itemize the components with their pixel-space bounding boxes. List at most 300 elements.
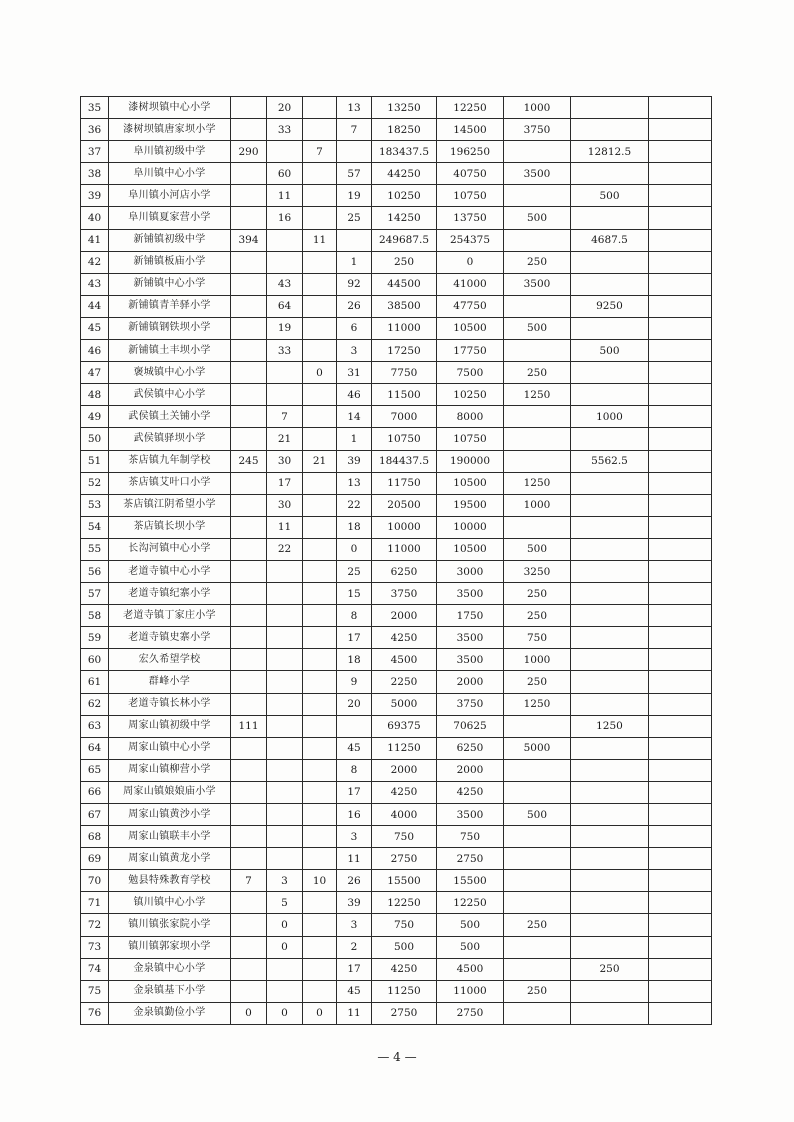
value-cell [649,185,712,207]
school-name-cell: 新铺镇板庙小学 [109,251,231,273]
school-name-cell: 周家山镇黄龙小学 [109,848,231,870]
value-cell: 500 [504,538,571,560]
value-cell [649,406,712,428]
value-cell [303,494,337,516]
value-cell [231,97,267,119]
value-cell [303,207,337,229]
value-cell: 9 [337,671,372,693]
value-cell: 2750 [372,848,437,870]
value-cell [504,141,571,163]
value-cell: 0 [303,1002,337,1024]
value-cell: 40750 [437,163,504,185]
value-cell: 250 [504,980,571,1002]
value-cell [649,693,712,715]
value-cell: 254375 [437,229,504,251]
value-cell [303,516,337,538]
value-cell: 10500 [437,472,504,494]
value-cell [267,384,303,406]
value-cell [303,560,337,582]
value-cell [649,605,712,627]
value-cell [303,627,337,649]
table-row [81,560,712,582]
value-cell [571,671,649,693]
value-cell [303,671,337,693]
value-cell: 19 [267,317,303,339]
value-cell: 3750 [504,119,571,141]
table-row [81,340,712,362]
value-cell: 31 [337,362,372,384]
value-cell: 1250 [504,693,571,715]
value-cell: 4000 [372,804,437,826]
value-cell: 30 [267,450,303,472]
row-number-cell: 68 [81,826,109,848]
value-cell: 7 [303,141,337,163]
row-number-cell: 46 [81,340,109,362]
row-number-cell: 37 [81,141,109,163]
table-row [81,759,712,781]
value-cell [571,472,649,494]
value-cell [649,362,712,384]
value-cell: 13750 [437,207,504,229]
value-cell: 250 [504,583,571,605]
value-cell [231,892,267,914]
value-cell: 22 [337,494,372,516]
value-cell: 10750 [437,428,504,450]
value-cell [303,273,337,295]
value-cell: 43 [267,273,303,295]
table-row [81,781,712,803]
value-cell [303,848,337,870]
value-cell: 1750 [437,605,504,627]
value-cell: 11 [303,229,337,251]
table-row [81,273,712,295]
value-cell [649,317,712,339]
table-row [81,715,712,737]
school-name-cell: 阜川镇初级中学 [109,141,231,163]
value-cell [649,848,712,870]
value-cell [649,97,712,119]
value-cell [267,649,303,671]
value-cell [231,340,267,362]
value-cell: 3 [337,914,372,936]
value-cell: 44500 [372,273,437,295]
value-cell [303,428,337,450]
value-cell: 3750 [437,693,504,715]
value-cell [231,406,267,428]
value-cell: 750 [504,627,571,649]
row-number-cell: 44 [81,295,109,317]
school-name-cell: 周家山镇联丰小学 [109,826,231,848]
value-cell: 2 [337,936,372,958]
school-name-cell: 阜川镇夏家营小学 [109,207,231,229]
row-number-cell: 39 [81,185,109,207]
school-name-cell: 老道寺镇纪寨小学 [109,583,231,605]
row-number-cell: 40 [81,207,109,229]
value-cell [267,848,303,870]
value-cell [571,914,649,936]
value-cell: 3000 [437,560,504,582]
value-cell [231,538,267,560]
value-cell: 0 [267,914,303,936]
row-number-cell: 63 [81,715,109,737]
value-cell [231,516,267,538]
value-cell: 11 [337,1002,372,1024]
row-number-cell: 59 [81,627,109,649]
value-cell [303,958,337,980]
value-cell: 4250 [372,627,437,649]
school-name-cell: 金泉镇中心小学 [109,958,231,980]
value-cell: 26 [337,870,372,892]
value-cell [504,958,571,980]
value-cell [231,119,267,141]
value-cell [649,494,712,516]
value-cell [504,826,571,848]
value-cell [303,384,337,406]
table-row [81,914,712,936]
value-cell [571,560,649,582]
value-cell [649,229,712,251]
value-cell: 4687.5 [571,229,649,251]
school-name-cell: 武侯镇中心小学 [109,384,231,406]
value-cell [571,583,649,605]
value-cell: 92 [337,273,372,295]
row-number-cell: 48 [81,384,109,406]
value-cell: 250 [504,605,571,627]
value-cell [649,472,712,494]
value-cell [504,781,571,803]
table-row [81,141,712,163]
page-number: — 4 — [377,1050,417,1064]
school-name-cell: 周家山镇初级中学 [109,715,231,737]
value-cell: 15 [337,583,372,605]
value-cell [303,317,337,339]
value-cell: 15500 [372,870,437,892]
value-cell: 11750 [372,472,437,494]
value-cell [231,362,267,384]
value-cell: 47750 [437,295,504,317]
value-cell: 11500 [372,384,437,406]
value-cell: 8 [337,759,372,781]
value-cell [571,317,649,339]
row-number-cell: 74 [81,958,109,980]
value-cell: 3500 [437,804,504,826]
value-cell: 44250 [372,163,437,185]
table-row [81,428,712,450]
value-cell: 4500 [437,958,504,980]
value-cell: 45 [337,980,372,1002]
value-cell [303,649,337,671]
value-cell [649,804,712,826]
value-cell: 1250 [571,715,649,737]
school-name-cell: 周家山镇柳营小学 [109,759,231,781]
value-cell: 7 [267,406,303,428]
value-cell: 1000 [504,494,571,516]
value-cell: 17 [337,781,372,803]
school-name-cell: 勉县特殊教育学校 [109,870,231,892]
value-cell: 20 [267,97,303,119]
value-cell [571,759,649,781]
school-name-cell: 周家山镇黄沙小学 [109,804,231,826]
value-cell [231,428,267,450]
school-name-cell: 阜川镇中心小学 [109,163,231,185]
value-cell: 57 [337,163,372,185]
value-cell: 64 [267,295,303,317]
value-cell: 2000 [372,759,437,781]
table-row [81,627,712,649]
value-cell [231,958,267,980]
value-cell [504,406,571,428]
table-row [81,207,712,229]
value-cell [337,229,372,251]
value-cell [231,295,267,317]
value-cell: 7 [337,119,372,141]
value-cell [504,428,571,450]
value-cell [571,97,649,119]
value-cell: 7000 [372,406,437,428]
row-number-cell: 70 [81,870,109,892]
row-number-cell: 57 [81,583,109,605]
value-cell: 10750 [372,428,437,450]
table-row [81,516,712,538]
value-cell: 1000 [504,97,571,119]
value-cell [231,804,267,826]
value-cell: 2750 [437,1002,504,1024]
value-cell: 8 [337,605,372,627]
value-cell [649,583,712,605]
value-cell: 11 [267,185,303,207]
value-cell [571,826,649,848]
value-cell [231,494,267,516]
value-cell: 33 [267,340,303,362]
value-cell: 26 [337,295,372,317]
value-cell [649,163,712,185]
value-cell [231,936,267,958]
table-row [81,185,712,207]
school-name-cell: 新铺镇土丰坝小学 [109,340,231,362]
value-cell: 10000 [437,516,504,538]
value-cell [571,384,649,406]
value-cell: 38500 [372,295,437,317]
table-row [81,229,712,251]
value-cell [571,1002,649,1024]
value-cell: 39 [337,450,372,472]
table-row [81,362,712,384]
value-cell: 11000 [372,538,437,560]
value-cell: 19500 [437,494,504,516]
value-cell [571,980,649,1002]
row-number-cell: 52 [81,472,109,494]
value-cell [231,583,267,605]
table-row [81,494,712,516]
value-cell: 18 [337,516,372,538]
value-cell [231,980,267,1002]
table-row [81,826,712,848]
value-cell [231,472,267,494]
school-name-cell: 漆树坝镇唐家坝小学 [109,119,231,141]
value-cell [649,1002,712,1024]
value-cell [337,141,372,163]
value-cell [571,251,649,273]
value-cell: 4250 [372,781,437,803]
school-name-cell: 漆树坝镇中心小学 [109,97,231,119]
value-cell: 0 [437,251,504,273]
value-cell [337,715,372,737]
value-cell [303,892,337,914]
value-cell [231,826,267,848]
row-number-cell: 64 [81,737,109,759]
row-number-cell: 69 [81,848,109,870]
value-cell [231,605,267,627]
row-number-cell: 35 [81,97,109,119]
table-row [81,693,712,715]
value-cell [649,826,712,848]
value-cell [303,826,337,848]
value-cell: 111 [231,715,267,737]
value-cell [267,671,303,693]
school-name-cell: 镇川镇中心小学 [109,892,231,914]
value-cell [303,472,337,494]
value-cell: 0 [267,936,303,958]
value-cell: 20 [337,693,372,715]
value-cell [267,958,303,980]
value-cell [571,848,649,870]
table-row [81,936,712,958]
value-cell [649,207,712,229]
value-cell [267,627,303,649]
value-cell: 750 [372,826,437,848]
school-name-cell: 金泉镇勤俭小学 [109,1002,231,1024]
row-number-cell: 75 [81,980,109,1002]
value-cell: 0 [337,538,372,560]
value-cell: 14 [337,406,372,428]
value-cell [231,251,267,273]
value-cell [267,362,303,384]
value-cell [504,516,571,538]
value-cell [231,273,267,295]
school-name-cell: 新铺镇中心小学 [109,273,231,295]
value-cell: 2750 [372,1002,437,1024]
value-cell [649,781,712,803]
value-cell: 500 [437,936,504,958]
value-cell [571,538,649,560]
value-cell [303,914,337,936]
value-cell [649,737,712,759]
value-cell: 245 [231,450,267,472]
value-cell [571,936,649,958]
value-cell [504,1002,571,1024]
value-cell: 17 [337,627,372,649]
value-cell: 14250 [372,207,437,229]
value-cell: 39 [337,892,372,914]
value-cell [571,693,649,715]
value-cell: 5000 [372,693,437,715]
value-cell [649,980,712,1002]
value-cell [504,229,571,251]
value-cell: 46 [337,384,372,406]
value-cell: 30 [267,494,303,516]
value-cell [571,428,649,450]
value-cell [649,892,712,914]
value-cell: 2000 [437,671,504,693]
value-cell: 500 [571,185,649,207]
value-cell [303,759,337,781]
value-cell: 13 [337,97,372,119]
value-cell: 2750 [437,848,504,870]
table-row [81,671,712,693]
value-cell [649,428,712,450]
table-row [81,980,712,1002]
school-name-cell: 新铺镇初级中学 [109,229,231,251]
school-name-cell: 茶店镇艾叶口小学 [109,472,231,494]
value-cell: 4500 [372,649,437,671]
value-cell: 25 [337,207,372,229]
value-cell: 11250 [372,737,437,759]
value-cell [571,119,649,141]
value-cell: 21 [303,450,337,472]
value-cell: 190000 [437,450,504,472]
value-cell [504,870,571,892]
value-cell [267,229,303,251]
table-row [81,649,712,671]
value-cell [267,804,303,826]
value-cell [231,185,267,207]
table-row [81,1002,712,1024]
value-cell: 17 [267,472,303,494]
value-cell: 3500 [437,627,504,649]
row-number-cell: 42 [81,251,109,273]
table-row [81,450,712,472]
table-row [81,317,712,339]
school-name-cell: 武侯镇驿坝小学 [109,428,231,450]
table-row [81,406,712,428]
value-cell: 10 [303,870,337,892]
table-row [81,848,712,870]
value-cell [649,936,712,958]
value-cell [649,450,712,472]
value-cell: 17250 [372,340,437,362]
value-cell [267,141,303,163]
row-number-cell: 47 [81,362,109,384]
value-cell: 10250 [437,384,504,406]
value-cell: 16 [337,804,372,826]
row-number-cell: 67 [81,804,109,826]
school-name-cell: 老道寺镇中心小学 [109,560,231,582]
row-number-cell: 36 [81,119,109,141]
value-cell: 4250 [372,958,437,980]
value-cell: 10250 [372,185,437,207]
value-cell: 22 [267,538,303,560]
value-cell [303,163,337,185]
value-cell: 6 [337,317,372,339]
table-row [81,737,712,759]
value-cell: 3500 [504,163,571,185]
school-name-cell: 老道寺镇史寨小学 [109,627,231,649]
value-cell: 7 [231,870,267,892]
value-cell: 10750 [437,185,504,207]
value-cell [267,980,303,1002]
value-cell: 1000 [504,649,571,671]
row-number-cell: 56 [81,560,109,582]
row-number-cell: 73 [81,936,109,958]
school-name-cell: 周家山镇中心小学 [109,737,231,759]
value-cell: 6250 [372,560,437,582]
row-number-cell: 72 [81,914,109,936]
school-name-cell: 武侯镇土关铺小学 [109,406,231,428]
value-cell [231,781,267,803]
value-cell [303,538,337,560]
table-row [81,472,712,494]
value-cell: 12250 [437,892,504,914]
